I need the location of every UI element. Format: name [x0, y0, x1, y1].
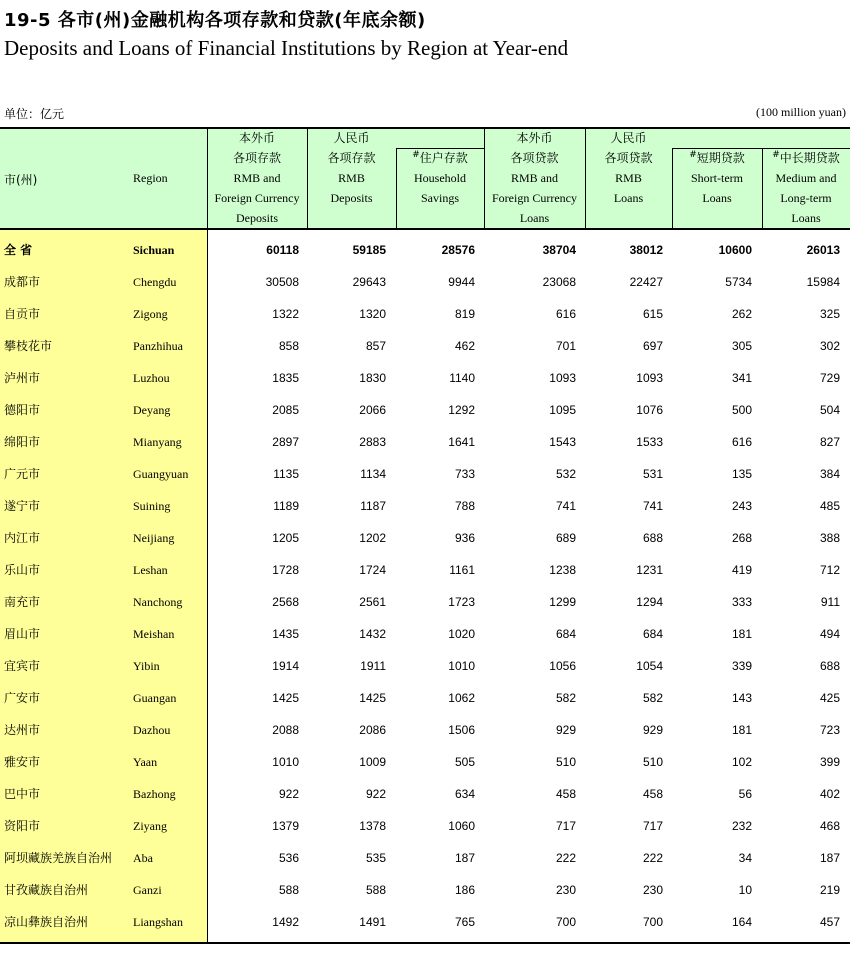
rmb-loans-cell: 1093	[636, 371, 663, 385]
household-savings-cell: 1506	[448, 723, 475, 737]
total-deposits-cell: 2568	[272, 595, 299, 609]
short-term-loans-cell: 181	[731, 627, 752, 641]
rmb-loans-cell: 22427	[629, 275, 663, 289]
short-term-loans-cell: 5734	[725, 275, 752, 289]
household-savings-cell: 1060	[448, 819, 475, 833]
short-term-loans-cell: 305	[731, 339, 752, 353]
household-savings-cell: 1723	[448, 595, 475, 609]
header-rmb-deposits: 人民币 各项存款 RMB Deposits	[327, 131, 376, 205]
rmb-deposits-cell: 1134	[360, 467, 386, 481]
total-loans-cell: 1238	[549, 563, 576, 577]
rmb-loans-cell: 697	[642, 339, 663, 353]
header-rmb-loans: 人民币 各项贷款 RMB Loans	[604, 131, 653, 205]
household-savings-cell: 1161	[449, 563, 475, 577]
header-household-savings: #住户存款 Household Savings	[412, 150, 468, 205]
table-row	[0, 714, 850, 746]
rmb-deposits-cell: 1830	[359, 371, 386, 385]
page-title-english: Deposits and Loans of Financial Institutions by Region at Year-end	[4, 36, 569, 60]
table-top-rule	[0, 127, 850, 129]
long-term-loans-cell: 302	[819, 339, 840, 353]
short-term-loans-cell: 268	[731, 531, 752, 545]
table-row	[0, 458, 850, 490]
rmb-loans-cell: 1054	[636, 659, 663, 673]
total-deposits-cell: 858	[278, 339, 299, 353]
long-term-loans-cell: 399	[819, 755, 840, 769]
region-name-english: Meishan	[133, 627, 175, 641]
total-loans-cell: 1299	[549, 595, 576, 609]
rmb-loans-cell: 531	[642, 467, 663, 481]
total-deposits-cell: 2897	[272, 435, 299, 449]
rmb-loans-cell: 582	[642, 691, 663, 705]
short-term-loans-cell: 500	[731, 403, 752, 417]
household-savings-cell: 462	[454, 339, 475, 353]
rmb-deposits-cell: 2883	[359, 435, 386, 449]
region-name-chinese: 南充市	[4, 595, 41, 609]
rmb-deposits-cell: 1378	[359, 819, 386, 833]
header-long-term-loans: #中长期贷款 Medium and Long-term Loans	[772, 150, 840, 225]
rmb-deposits-cell: 1724	[359, 563, 386, 577]
rmb-loans-cell: 717	[642, 819, 663, 833]
household-savings-cell: 187	[454, 851, 475, 865]
region-name-english: Guangan	[133, 691, 177, 705]
rmb-loans-cell: 222	[642, 851, 663, 865]
region-name-english: Guangyuan	[133, 467, 189, 481]
rmb-deposits-cell: 1187	[360, 499, 386, 513]
rmb-deposits-cell: 1009	[359, 755, 386, 769]
short-term-loans-cell: 10	[738, 883, 752, 897]
household-savings-cell: 788	[454, 499, 475, 513]
household-savings-cell: 1062	[448, 691, 475, 705]
region-name-chinese: 眉山市	[4, 627, 41, 641]
long-term-loans-cell: 504	[819, 403, 840, 417]
region-name-chinese: 达州市	[4, 723, 41, 737]
region-name-chinese: 宜宾市	[4, 659, 41, 673]
short-term-loans-cell: 181	[731, 723, 752, 737]
table-row	[0, 874, 850, 906]
region-name-chinese: 甘孜藏族自治州	[4, 883, 89, 897]
rmb-deposits-cell: 1320	[359, 307, 386, 321]
rmb-deposits-cell: 857	[365, 339, 386, 353]
region-name-english: Dazhou	[133, 723, 171, 737]
table-row	[0, 522, 850, 554]
region-name-english: Mianyang	[133, 435, 182, 449]
total-deposits-cell: 1205	[272, 531, 299, 545]
household-savings-cell: 1010	[448, 659, 475, 673]
rmb-deposits-cell: 535	[365, 851, 386, 865]
table-row	[0, 234, 850, 266]
rmb-deposits-cell: 2561	[359, 595, 386, 609]
region-name-english: Liangshan	[133, 915, 183, 929]
total-deposits-cell: 1492	[272, 915, 299, 929]
household-savings-cell: 1140	[449, 371, 475, 385]
region-name-english: Suining	[133, 499, 171, 513]
total-loans-cell: 616	[555, 307, 576, 321]
total-deposits-cell: 588	[278, 883, 299, 897]
region-name-english: Panzhihua	[133, 339, 183, 353]
rmb-deposits-cell: 1491	[359, 915, 386, 929]
rmb-loans-cell: 1533	[636, 435, 663, 449]
total-loans-cell: 689	[555, 531, 576, 545]
rmb-loans-cell: 230	[642, 883, 663, 897]
table-row	[0, 554, 850, 586]
household-savings-cell: 1020	[448, 627, 475, 641]
region-name-english: Sichuan	[133, 243, 175, 257]
household-savings-cell: 505	[454, 755, 475, 769]
table-row	[0, 650, 850, 682]
household-savings-cell: 634	[454, 787, 475, 801]
long-term-loans-cell: 388	[819, 531, 840, 545]
total-deposits-cell: 30508	[265, 275, 299, 289]
table-row	[0, 618, 850, 650]
rmb-loans-cell: 741	[642, 499, 663, 513]
rmb-deposits-cell: 1425	[359, 691, 386, 705]
rmb-deposits-cell: 1202	[359, 531, 386, 545]
header-short-term-loans: #短期贷款 Short-term Loans	[689, 150, 745, 205]
rmb-loans-cell: 615	[642, 307, 663, 321]
region-name-chinese: 全 省	[4, 243, 33, 257]
table-row	[0, 778, 850, 810]
short-term-loans-cell: 143	[731, 691, 752, 705]
page-title-chinese: 19-5 各市(州)金融机构各项存款和贷款(年底余额)	[4, 10, 426, 31]
unit-label-chinese: 单位：亿元	[4, 107, 65, 121]
region-name-chinese: 遂宁市	[4, 499, 41, 513]
region-name-english: Neijiang	[133, 531, 175, 545]
total-loans-cell: 230	[555, 883, 576, 897]
long-term-loans-cell: 219	[819, 883, 840, 897]
total-deposits-cell: 536	[278, 851, 299, 865]
unit-label-english: (100 million yuan)	[756, 105, 846, 119]
table-row	[0, 362, 850, 394]
short-term-loans-cell: 135	[731, 467, 752, 481]
region-name-english: Ganzi	[133, 883, 162, 897]
table-row	[0, 394, 850, 426]
long-term-loans-cell: 187	[819, 851, 840, 865]
region-name-chinese: 攀枝花市	[4, 339, 53, 353]
household-savings-cell: 936	[454, 531, 475, 545]
short-term-loans-cell: 419	[731, 563, 752, 577]
rmb-loans-cell: 688	[642, 531, 663, 545]
total-loans-cell: 1093	[549, 371, 576, 385]
region-name-chinese: 自贡市	[4, 307, 41, 321]
rmb-loans-cell: 1231	[636, 563, 663, 577]
long-term-loans-cell: 457	[819, 915, 840, 929]
total-deposits-cell: 1322	[272, 307, 299, 321]
long-term-loans-cell: 494	[819, 627, 840, 641]
total-deposits-cell: 1914	[272, 659, 299, 673]
header-bottom-rule	[0, 228, 850, 230]
total-loans-cell: 1056	[549, 659, 576, 673]
household-savings-cell: 1292	[448, 403, 475, 417]
region-name-chinese: 德阳市	[4, 403, 41, 417]
total-deposits-cell: 1425	[272, 691, 299, 705]
region-name-chinese: 巴中市	[4, 787, 41, 801]
rmb-deposits-cell: 29643	[352, 275, 386, 289]
table-row	[0, 842, 850, 874]
short-term-loans-cell: 34	[738, 851, 752, 865]
household-savings-cell: 28576	[441, 243, 475, 257]
total-deposits-cell: 2085	[272, 403, 299, 417]
long-term-loans-cell: 688	[819, 659, 840, 673]
table-row	[0, 330, 850, 362]
total-loans-cell: 582	[555, 691, 576, 705]
table-row	[0, 810, 850, 842]
total-deposits-cell: 1189	[273, 499, 299, 513]
household-savings-cell: 733	[454, 467, 475, 481]
short-term-loans-cell: 339	[731, 659, 752, 673]
total-loans-cell: 1543	[549, 435, 576, 449]
household-savings-cell: 186	[454, 883, 475, 897]
region-name-chinese: 凉山彝族自治州	[4, 915, 89, 929]
table-row	[0, 490, 850, 522]
total-deposits-cell: 1010	[272, 755, 299, 769]
long-term-loans-cell: 712	[819, 563, 840, 577]
long-term-loans-cell: 485	[819, 499, 840, 513]
total-deposits-cell: 1728	[272, 563, 299, 577]
table-row	[0, 746, 850, 778]
long-term-loans-cell: 425	[819, 691, 840, 705]
region-name-chinese: 雅安市	[4, 755, 41, 769]
short-term-loans-cell: 164	[731, 915, 752, 929]
region-name-english: Chengdu	[133, 275, 177, 289]
long-term-loans-cell: 911	[820, 595, 840, 609]
total-deposits-cell: 922	[278, 787, 299, 801]
region-name-chinese: 绵阳市	[4, 435, 41, 449]
region-name-chinese: 成都市	[4, 275, 41, 289]
long-term-loans-cell: 729	[819, 371, 840, 385]
rmb-deposits-cell: 1432	[359, 627, 386, 641]
region-name-english: Nanchong	[133, 595, 183, 609]
total-loans-cell: 23068	[542, 275, 576, 289]
header-total-loans: 本外币 各项贷款 RMB and Foreign Currency Loans	[492, 131, 577, 225]
long-term-loans-cell: 384	[819, 467, 840, 481]
table-row	[0, 298, 850, 330]
total-loans-cell: 929	[555, 723, 576, 737]
short-term-loans-cell: 243	[731, 499, 752, 513]
table-bottom-rule	[0, 942, 850, 944]
household-savings-cell: 819	[454, 307, 475, 321]
region-name-chinese: 内江市	[4, 531, 41, 545]
region-name-english: Aba	[133, 851, 153, 865]
rmb-deposits-cell: 588	[365, 883, 386, 897]
household-savings-cell: 9944	[448, 275, 475, 289]
region-name-chinese: 广元市	[4, 467, 41, 481]
header-city: 市(州)	[4, 173, 38, 187]
short-term-loans-cell: 341	[731, 371, 752, 385]
region-name-english: Bazhong	[133, 787, 176, 801]
total-deposits-cell: 60118	[266, 243, 299, 257]
rmb-loans-cell: 38012	[629, 243, 663, 257]
region-name-english: Deyang	[133, 403, 171, 417]
long-term-loans-cell: 827	[819, 435, 840, 449]
long-term-loans-cell: 468	[819, 819, 840, 833]
short-term-loans-cell: 232	[731, 819, 752, 833]
table-row	[0, 906, 850, 938]
total-loans-cell: 222	[555, 851, 576, 865]
region-name-english: Ziyang	[133, 819, 167, 833]
short-term-loans-cell: 56	[738, 787, 752, 801]
rmb-deposits-cell: 1911	[360, 659, 386, 673]
table-row	[0, 426, 850, 458]
total-loans-cell: 510	[555, 755, 576, 769]
table-row	[0, 586, 850, 618]
rmb-loans-cell: 929	[642, 723, 663, 737]
long-term-loans-cell: 26013	[806, 243, 840, 257]
long-term-loans-cell: 402	[819, 787, 840, 801]
rmb-loans-cell: 458	[642, 787, 663, 801]
total-loans-cell: 717	[555, 819, 576, 833]
household-savings-cell: 765	[454, 915, 475, 929]
region-name-chinese: 阿坝藏族羌族自治州	[4, 851, 113, 865]
rmb-deposits-cell: 59185	[352, 243, 386, 257]
total-deposits-cell: 1835	[272, 371, 299, 385]
long-term-loans-cell: 15984	[806, 275, 840, 289]
region-name-chinese: 广安市	[4, 691, 41, 705]
short-term-loans-cell: 616	[731, 435, 752, 449]
total-deposits-cell: 1379	[272, 819, 299, 833]
short-term-loans-cell: 10600	[718, 243, 752, 257]
short-term-loans-cell: 333	[731, 595, 752, 609]
total-loans-cell: 684	[555, 627, 576, 641]
region-name-chinese: 泸州市	[4, 371, 41, 385]
household-savings-cell: 1641	[448, 435, 475, 449]
total-loans-cell: 38704	[542, 243, 576, 257]
rmb-deposits-cell: 922	[365, 787, 386, 801]
total-loans-cell: 741	[555, 499, 576, 513]
total-deposits-cell: 2088	[272, 723, 299, 737]
table-row	[0, 682, 850, 714]
total-loans-cell: 1095	[549, 403, 576, 417]
rmb-deposits-cell: 2086	[359, 723, 386, 737]
region-name-english: Zigong	[133, 307, 168, 321]
long-term-loans-cell: 723	[819, 723, 840, 737]
rmb-loans-cell: 700	[642, 915, 663, 929]
rmb-loans-cell: 510	[642, 755, 663, 769]
long-term-loans-cell: 325	[819, 307, 840, 321]
region-name-english: Luzhou	[133, 371, 170, 385]
header-total-deposits: 本外币 各项存款 RMB and Foreign Currency Deposits	[214, 131, 300, 225]
header-region: Region	[133, 171, 168, 185]
rmb-loans-cell: 684	[642, 627, 663, 641]
rmb-loans-cell: 1294	[636, 595, 663, 609]
total-loans-cell: 532	[555, 467, 576, 481]
region-name-chinese: 资阳市	[4, 819, 41, 833]
region-name-chinese: 乐山市	[4, 563, 41, 577]
total-deposits-cell: 1435	[272, 627, 299, 641]
region-name-english: Yibin	[133, 659, 160, 673]
total-loans-cell: 700	[555, 915, 576, 929]
region-name-english: Leshan	[133, 563, 168, 577]
total-loans-cell: 458	[555, 787, 576, 801]
total-loans-cell: 701	[555, 339, 576, 353]
region-name-english: Yaan	[133, 755, 158, 769]
table-row	[0, 266, 850, 298]
short-term-loans-cell: 102	[731, 755, 752, 769]
rmb-loans-cell: 1076	[636, 403, 663, 417]
short-term-loans-cell: 262	[731, 307, 752, 321]
total-deposits-cell: 1135	[273, 467, 299, 481]
rmb-deposits-cell: 2066	[359, 403, 386, 417]
